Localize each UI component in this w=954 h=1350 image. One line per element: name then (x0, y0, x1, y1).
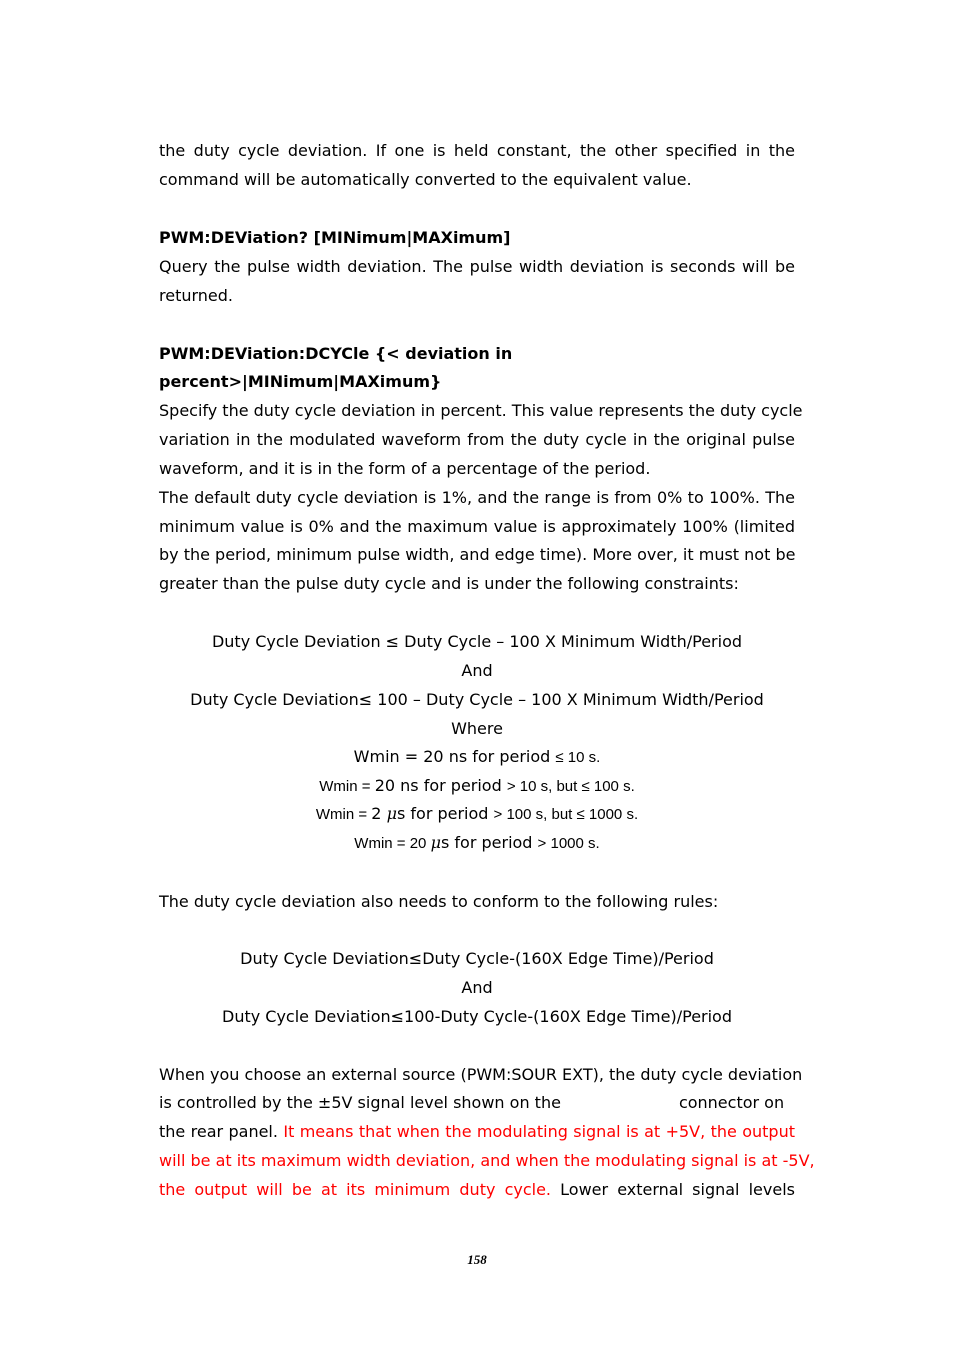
wmin-rule-4-label: Wmin = 20 (354, 835, 431, 852)
constraint-formula-2: Duty Cycle Deviation≤ 100 – Duty Cycle – 100 X Minimum Width/Period (190, 690, 764, 709)
intro-line-2: command will be automatically converted to the equivalent value. (159, 170, 692, 189)
constraint-formula-1: Duty Cycle Deviation ≤ Duty Cycle – 100 X Minimum Width/Period (211, 632, 743, 651)
command-heading-dcycle-2: percent>|MINimum|MAXimum} (159, 372, 442, 391)
micro-symbol: μ (430, 833, 441, 852)
external-line-2 (159, 1093, 795, 1113)
rule-and: And (461, 978, 493, 997)
wmin-rule-4-condition: > 1000 s. (537, 835, 600, 852)
external-line-3-text: the rear panel. (159, 1122, 284, 1141)
spec-line-3: waveform, and it is in the form of a percentage of the period. (159, 459, 651, 478)
wmin-rule-3-label: Wmin = (315, 806, 372, 823)
command-heading-dcycle-1: PWM:DEViation:DCYCle {< deviation in (159, 344, 513, 363)
constraint-where: Where (451, 719, 503, 738)
highlight-text-3: the output will be at its minimum duty cycle. (159, 1180, 552, 1199)
rule-formula-2: Duty Cycle Deviation≤100-Duty Cycle-(160X Edge Time)/Period (222, 1007, 732, 1026)
wmin-rule-1 (159, 747, 795, 768)
rule-formula-1: Duty Cycle Deviation≤Duty Cycle-(160X Edge Time)/Period (240, 949, 714, 968)
query-line-2: returned. (159, 286, 234, 305)
intro-line-1: the duty cycle deviation. If one is held constant, the other specified in the (159, 141, 795, 160)
external-line-2-end: connector on (678, 1093, 785, 1112)
external-line-5-end: Lower external signal levels (551, 1180, 795, 1199)
wmin-rule-4-text: s for period (440, 833, 538, 852)
external-line-3 (159, 1122, 795, 1142)
wmin-rule-2-label: Wmin = (319, 778, 375, 795)
spec-line-6: by the period, minimum pulse width, and edge time). More over, it must not be (159, 545, 796, 564)
wmin-rule-3-value: 2 (371, 804, 387, 823)
rules-intro: The duty cycle deviation also needs to conform to the following rules: (159, 892, 719, 911)
spec-line-7: greater than the pulse duty cycle and is under the following constraints: (159, 574, 739, 593)
wmin-rule-1-text: Wmin = 20 ns for period (353, 747, 556, 766)
external-line-5 (159, 1180, 795, 1200)
wmin-rule-3 (159, 804, 795, 825)
spec-line-4: The default duty cycle deviation is 1%, and the range is from 0% to 100%. The (159, 488, 795, 507)
wmin-rule-1-condition: ≤ 10 s. (555, 749, 601, 766)
external-line-1: When you choose an external source (PWM:SOUR EXT), the duty cycle deviation (159, 1065, 803, 1084)
micro-symbol: μ (386, 804, 397, 823)
page-number: 158 (467, 1252, 487, 1267)
wmin-rule-3-condition: > 100 s, but ≤ 1000 s. (493, 806, 639, 823)
spec-line-5: minimum value is 0% and the maximum value is approximately 100% (limited (159, 517, 795, 536)
spec-line-1: Specify the duty cycle deviation in percent. This value represents the duty cycle (159, 401, 803, 420)
wmin-rule-2-condition: > 10 s, but ≤ 100 s. (506, 778, 635, 795)
external-line-2-text: is controlled by the ±5V signal level shown on the (159, 1093, 561, 1112)
highlight-text-2: will be at its maximum width deviation, and when the modulating signal is at -5V, (159, 1151, 815, 1170)
spec-line-2: variation in the modulated waveform from the duty cycle in the original pulse (159, 430, 795, 449)
query-line-1: Query the pulse width deviation. The pulse width deviation is seconds will be (159, 257, 795, 276)
constraint-and: And (461, 661, 493, 680)
wmin-rule-3-text: s for period (396, 804, 494, 823)
command-heading-deviation-query: PWM:DEViation? [MINimum|MAXimum] (159, 228, 511, 247)
wmin-rule-2-text: 20 ns for period (374, 776, 507, 795)
wmin-rule-4 (159, 833, 795, 854)
highlight-text-1: It means that when the modulating signal is at +5V, the output (283, 1122, 795, 1141)
wmin-rule-2 (159, 776, 795, 797)
